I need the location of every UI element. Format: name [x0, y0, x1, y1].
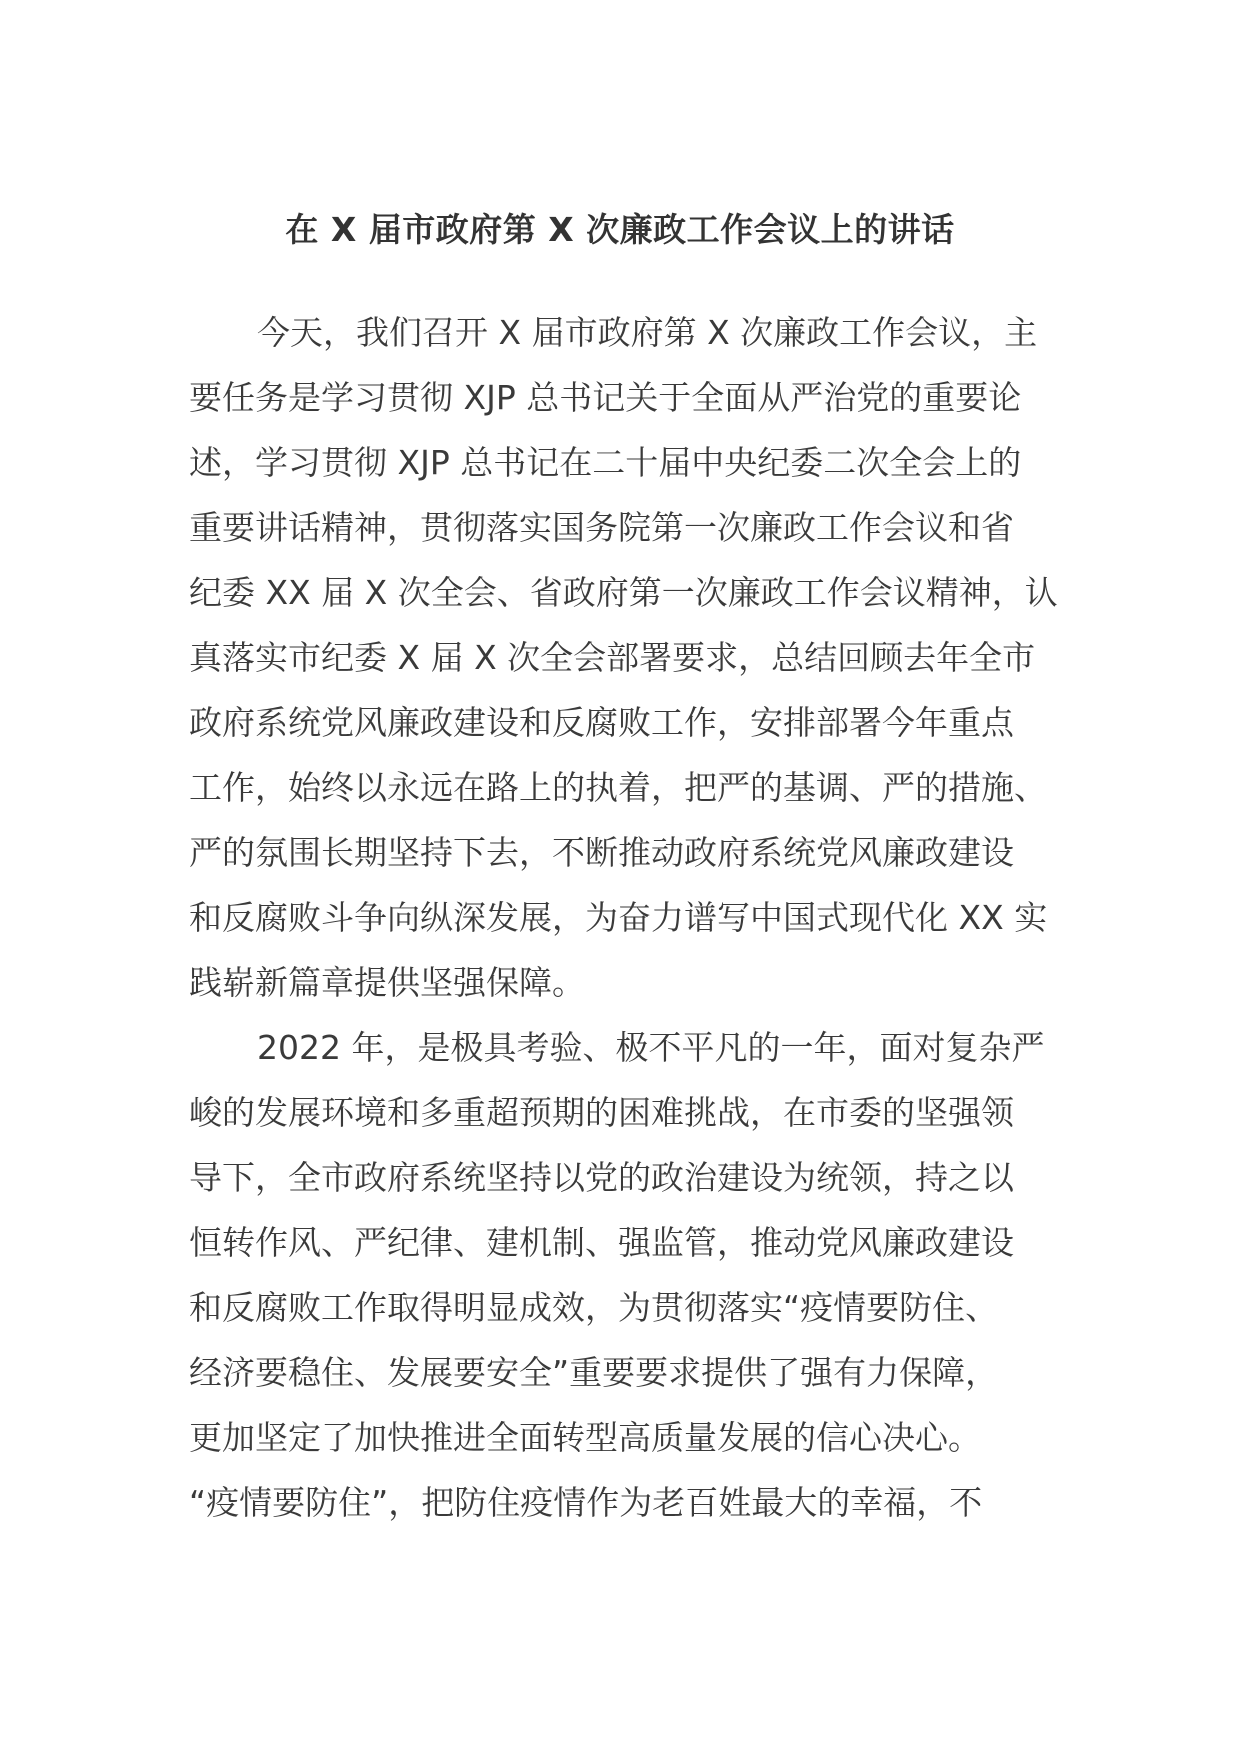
document-title: 在 X 届市政府第 X 次廉政工作会议上的讲话 [285, 210, 955, 249]
paragraph-line: 和反腐败斗争向纵深发展，为奋力谱写中国式现代化 XX 实 [189, 898, 1048, 937]
document-body [189, 300, 1065, 1535]
paragraph-line: 2022 年，是极具考验、极不平凡的一年，面对复杂严 [257, 1028, 1045, 1067]
paragraph-line: 重要讲话精神，贯彻落实国务院第一次廉政工作会议和省 [189, 508, 1014, 547]
paragraph-line: 述，学习贯彻 XJP 总书记在二十届中央纪委二次全会上的 [189, 443, 1022, 482]
paragraph-line: 工作，始终以永远在路上的执着，把严的基调、严的措施、 [189, 768, 1047, 807]
paragraph-line: 真落实市纪委 X 届 X 次全会部署要求，总结回顾去年全市 [189, 638, 1036, 677]
paragraph-line: 要任务是学习贯彻 XJP 总书记关于全面从严治党的重要论 [189, 378, 1022, 417]
paragraph-line: 纪委 XX 届 X 次全会、省政府第一次廉政工作会议精神，认 [189, 573, 1058, 612]
paragraph-line: 践崭新篇章提供坚强保障。 [189, 963, 585, 1002]
paragraph-line: 更加坚定了加快推进全面转型高质量发展的信心决心。 [189, 1418, 981, 1457]
paragraph-line: 今天，我们召开 X 届市政府第 X 次廉政工作会议，主 [257, 313, 1038, 352]
paragraph-line: 峻的发展环境和多重超预期的困难挑战，在市委的坚强领 [189, 1093, 1014, 1132]
paragraph-line: 导下，全市政府系统坚持以党的政治建设为统领，持之以 [189, 1158, 1014, 1197]
paragraph-line: 和反腐败工作取得明显成效，为贯彻落实“疫情要防住、 [189, 1288, 999, 1327]
paragraph-line: 恒转作风、严纪律、建机制、强监管，推动党风廉政建设 [189, 1223, 1014, 1262]
paragraph-line: “疫情要防住”，把防住疫情作为老百姓最大的幸福，不 [189, 1483, 983, 1522]
paragraph-line: 经济要稳住、发展要安全”重要要求提供了强有力保障， [189, 1353, 999, 1392]
paragraph-line: 严的氛围长期坚持下去，不断推动政府系统党风廉政建设 [189, 833, 1014, 872]
paragraph-line: 政府系统党风廉政建设和反腐败工作，安排部署今年重点 [189, 703, 1014, 742]
